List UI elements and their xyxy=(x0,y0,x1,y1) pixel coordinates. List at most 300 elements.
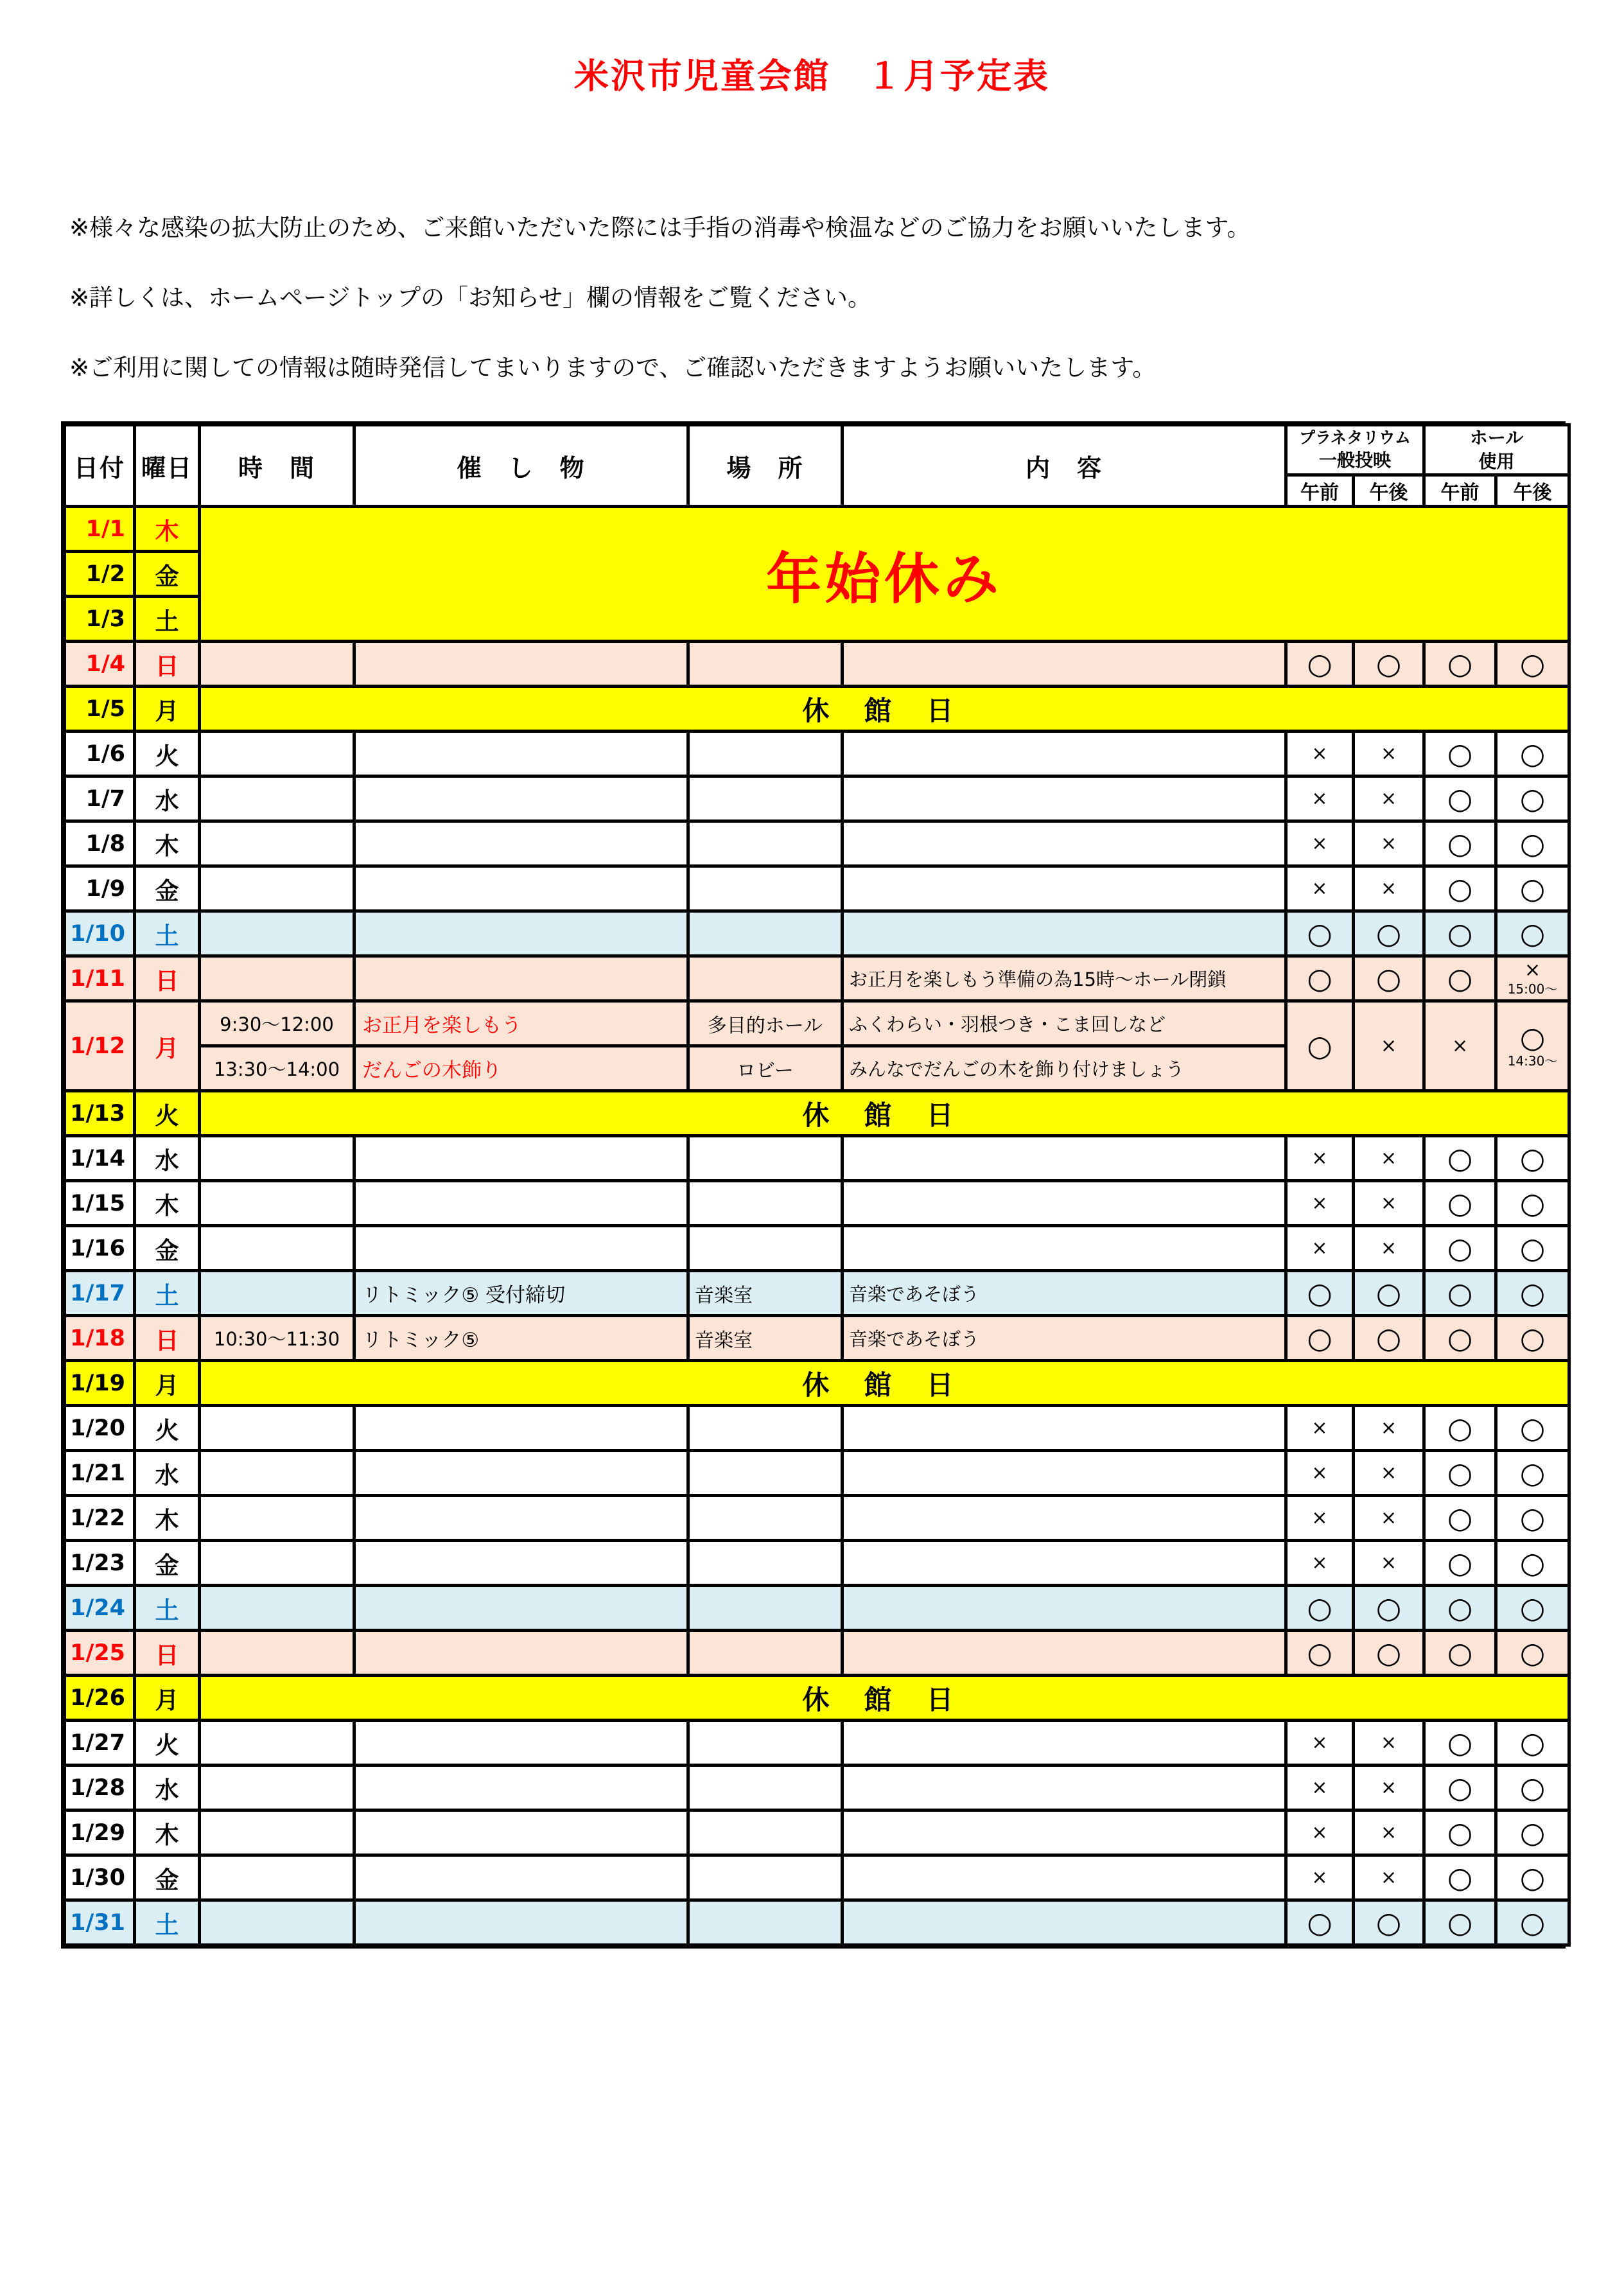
closed-mark: × xyxy=(1380,1866,1397,1889)
place-cell xyxy=(688,1631,843,1676)
event-cell xyxy=(354,1900,688,1945)
mark-cell-hall-am xyxy=(1424,1900,1496,1945)
open-mark: ○ xyxy=(1519,1231,1546,1265)
content-cell: みんなでだんごの木を飾り付けましょう xyxy=(843,1046,1286,1091)
mark-cell-hall-am xyxy=(1424,1496,1496,1541)
mark-cell-planetarium-am xyxy=(1286,1541,1354,1586)
mark-cell-planetarium-am xyxy=(1286,1855,1354,1900)
mark-cell-planetarium-am xyxy=(1286,1810,1354,1855)
closed-mark: × xyxy=(1380,1461,1397,1484)
open-mark: ○ xyxy=(1447,1861,1473,1895)
col-header-hall xyxy=(1424,425,1569,475)
content-cell xyxy=(843,1181,1286,1226)
mark-cell-hall-am xyxy=(1424,1406,1496,1451)
mark-cell-hall-am xyxy=(1424,1451,1496,1496)
event-cell xyxy=(354,956,688,1001)
event-cell xyxy=(354,1541,688,1586)
open-mark: ○ xyxy=(1519,1816,1546,1850)
open-mark: ○ xyxy=(1447,1456,1473,1490)
mark-cell-planetarium-am xyxy=(1286,911,1354,956)
table-row-1-21 xyxy=(65,1451,1569,1496)
time-cell xyxy=(200,1496,354,1541)
open-mark: ○ xyxy=(1447,961,1473,995)
place-cell xyxy=(688,1900,843,1945)
place-cell xyxy=(688,732,843,776)
open-mark: ○ xyxy=(1519,1861,1546,1895)
content-cell xyxy=(843,1541,1286,1586)
content-cell: お正月を楽しもう準備の為15時～ホール閉鎖 xyxy=(843,956,1286,1001)
date-cell: 1/28 xyxy=(65,1766,135,1810)
mark-cell-hall-pm xyxy=(1496,866,1569,911)
open-mark: ○ xyxy=(1375,1276,1402,1310)
closed-mark: × xyxy=(1311,742,1328,765)
table-row-1-1 xyxy=(65,507,1569,552)
year-start-cell: 年始休み xyxy=(200,507,1569,642)
mark-cell-hall-pm xyxy=(1496,1586,1569,1631)
open-mark: ○ xyxy=(1375,916,1402,951)
closed-mark: × xyxy=(1380,1146,1397,1170)
mark-cell-hall-am xyxy=(1424,1586,1496,1631)
open-mark: ○ xyxy=(1307,1321,1332,1355)
date-cell: 1/2 xyxy=(65,552,135,597)
place-cell xyxy=(688,911,843,956)
note-usage-info: ※ご利用に関しての情報は随時発信してまいりますので、ご確認いただきますようお願いいたします。 xyxy=(69,354,1157,381)
time-cell xyxy=(200,821,354,866)
open-mark: ○ xyxy=(1447,1906,1473,1940)
mark-cell-planetarium-am xyxy=(1286,1586,1354,1631)
closed-mark: × xyxy=(1451,1034,1469,1057)
mark-cell-planetarium-am xyxy=(1286,1766,1354,1810)
mark-cell-hall-am xyxy=(1424,1541,1496,1586)
day-cell: 月 xyxy=(135,1001,200,1091)
open-mark: ○ xyxy=(1447,782,1473,816)
mark-cell-hall-pm xyxy=(1496,1721,1569,1766)
table-row-1-18 xyxy=(65,1316,1569,1361)
closed-mark: × xyxy=(1311,1461,1328,1484)
schedule-table xyxy=(63,423,1571,1947)
place-cell xyxy=(688,1226,843,1271)
open-mark: ○ xyxy=(1519,1411,1546,1445)
place-cell: 音楽室 xyxy=(688,1316,843,1361)
mark-cell-planetarium-am xyxy=(1286,1136,1354,1181)
date-cell: 1/20 xyxy=(65,1406,135,1451)
open-mark: ○ xyxy=(1307,1276,1332,1310)
event-cell xyxy=(354,642,688,687)
open-mark: ○ xyxy=(1519,1186,1546,1220)
mark-cell-planetarium-pm xyxy=(1354,642,1424,687)
date-cell: 1/13 xyxy=(65,1091,135,1136)
date-cell: 1/5 xyxy=(65,687,135,732)
place-cell xyxy=(688,1766,843,1810)
mark-cell-hall-pm xyxy=(1496,1631,1569,1676)
event-cell xyxy=(354,1586,688,1631)
schedule-table-body xyxy=(65,507,1569,1945)
event-cell xyxy=(354,776,688,821)
mark-cell-hall-pm xyxy=(1496,1316,1569,1361)
mark-cell-planetarium-am xyxy=(1286,1496,1354,1541)
content-cell xyxy=(843,732,1286,776)
place-cell xyxy=(688,642,843,687)
closed-mark: × xyxy=(1380,1551,1397,1574)
time-cell xyxy=(200,1136,354,1181)
table-row-1-8 xyxy=(65,821,1569,866)
closed-mark: × xyxy=(1380,1416,1397,1439)
time-cell xyxy=(200,1226,354,1271)
time-cell: 13:30～14:00 xyxy=(200,1046,354,1091)
closed-mark: × xyxy=(1311,1416,1328,1439)
open-mark: ○ xyxy=(1375,961,1402,995)
place-cell xyxy=(688,1136,843,1181)
content-cell xyxy=(843,1586,1286,1631)
mark-cell-hall-am xyxy=(1424,821,1496,866)
closed-day-cell: 休 館 日 xyxy=(200,1361,1569,1406)
place-cell: 音楽室 xyxy=(688,1271,843,1316)
content-cell xyxy=(843,1631,1286,1676)
place-cell xyxy=(688,1541,843,1586)
col-header-planetarium-pm: 午後 xyxy=(1354,475,1424,507)
time-cell xyxy=(200,1451,354,1496)
mark-cell-planetarium-pm xyxy=(1354,1271,1424,1316)
day-cell: 水 xyxy=(135,1136,200,1181)
page-title: 米沢市児童会館 １月予定表 xyxy=(574,56,1050,96)
event-cell xyxy=(354,1226,688,1271)
mark-cell-planetarium-pm xyxy=(1354,1451,1424,1496)
place-cell xyxy=(688,776,843,821)
mark-time-note: 15:00～ xyxy=(1507,981,1558,997)
date-cell: 1/10 xyxy=(65,911,135,956)
closed-mark: × xyxy=(1380,1034,1397,1057)
open-mark: ○ xyxy=(1447,1816,1473,1850)
content-cell xyxy=(843,1136,1286,1181)
mark-cell-planetarium-am xyxy=(1286,1406,1354,1451)
date-cell: 1/4 xyxy=(65,642,135,687)
mark-cell-hall-am xyxy=(1424,911,1496,956)
table-row-1-20 xyxy=(65,1406,1569,1451)
date-cell: 1/8 xyxy=(65,821,135,866)
mark-cell-hall-pm xyxy=(1496,1900,1569,1945)
day-cell: 金 xyxy=(135,1226,200,1271)
date-cell: 1/27 xyxy=(65,1721,135,1766)
open-mark: ○ xyxy=(1447,1591,1473,1625)
closed-mark: × xyxy=(1380,1821,1397,1844)
open-mark: ○ xyxy=(1519,872,1546,906)
date-cell: 1/17 xyxy=(65,1271,135,1316)
open-mark: ○ xyxy=(1447,827,1473,861)
day-cell: 土 xyxy=(135,1586,200,1631)
event-cell xyxy=(354,732,688,776)
mark-cell-hall-am xyxy=(1424,1855,1496,1900)
open-mark: ○ xyxy=(1519,827,1546,861)
table-row-1-4 xyxy=(65,642,1569,687)
date-cell: 1/3 xyxy=(65,597,135,642)
open-mark: ○ xyxy=(1447,1501,1473,1535)
place-cell xyxy=(688,821,843,866)
date-cell: 1/1 xyxy=(65,507,135,552)
mark-cell-hall-pm xyxy=(1496,1855,1569,1900)
col-header-day: 曜日 xyxy=(135,425,200,507)
mark-cell-hall-pm xyxy=(1496,1810,1569,1855)
mark-cell-planetarium-am xyxy=(1286,1900,1354,1945)
open-mark: ○ xyxy=(1307,1591,1332,1625)
planetarium-label-line1: プラネタリウム xyxy=(1299,428,1411,448)
day-cell: 金 xyxy=(135,866,200,911)
content-cell xyxy=(843,642,1286,687)
time-cell xyxy=(200,866,354,911)
open-mark: ○ xyxy=(1519,737,1546,771)
table-row-1-6 xyxy=(65,732,1569,776)
col-header-content: 内 容 xyxy=(843,425,1286,507)
event-cell xyxy=(354,1721,688,1766)
day-cell: 水 xyxy=(135,1451,200,1496)
day-cell: 月 xyxy=(135,1361,200,1406)
event-cell xyxy=(354,911,688,956)
content-cell xyxy=(843,776,1286,821)
place-cell xyxy=(688,1855,843,1900)
open-mark: ○ xyxy=(1375,1591,1402,1625)
mark-cell-planetarium-pm xyxy=(1354,821,1424,866)
day-cell: 金 xyxy=(135,552,200,597)
date-cell: 1/30 xyxy=(65,1855,135,1900)
event-cell xyxy=(354,866,688,911)
closed-mark: × xyxy=(1311,1866,1328,1889)
day-cell: 水 xyxy=(135,1766,200,1810)
mark-cell-hall-am xyxy=(1424,1766,1496,1810)
content-cell xyxy=(843,1900,1286,1945)
open-mark: ○ xyxy=(1519,1276,1546,1310)
date-cell: 1/11 xyxy=(65,956,135,1001)
mark-cell-hall-am xyxy=(1424,1631,1496,1676)
mark-cell-hall-pm xyxy=(1496,776,1569,821)
time-cell xyxy=(200,1900,354,1945)
table-row-1-30 xyxy=(65,1855,1569,1900)
table-row-1-28 xyxy=(65,1766,1569,1810)
closed-mark: × xyxy=(1380,1731,1397,1754)
closed-mark: × xyxy=(1311,1731,1328,1754)
mark-cell-planetarium-pm xyxy=(1354,1406,1424,1451)
open-mark: ○ xyxy=(1519,1726,1546,1760)
open-mark: ○ xyxy=(1447,1321,1473,1355)
date-cell: 1/16 xyxy=(65,1226,135,1271)
closed-mark: × xyxy=(1380,1191,1397,1214)
event-cell xyxy=(354,1406,688,1451)
time-cell xyxy=(200,911,354,956)
date-cell: 1/22 xyxy=(65,1496,135,1541)
col-header-planetarium-am: 午前 xyxy=(1286,475,1354,507)
table-row-1-14 xyxy=(65,1136,1569,1181)
event-cell xyxy=(354,1631,688,1676)
mark-cell-planetarium-pm xyxy=(1354,1810,1424,1855)
open-mark: ○ xyxy=(1447,737,1473,771)
content-cell xyxy=(843,1810,1286,1855)
content-cell xyxy=(843,1496,1286,1541)
day-cell: 木 xyxy=(135,821,200,866)
mark-cell-hall-am xyxy=(1424,776,1496,821)
table-row-1-5 xyxy=(65,687,1569,732)
day-cell: 火 xyxy=(135,1721,200,1766)
planetarium-label-line2: 一般投映 xyxy=(1319,449,1392,471)
closed-day-cell: 休 館 日 xyxy=(200,687,1569,732)
date-cell: 1/29 xyxy=(65,1810,135,1855)
open-mark: ○ xyxy=(1447,872,1473,906)
day-cell: 日 xyxy=(135,642,200,687)
open-mark: ○ xyxy=(1519,1636,1546,1670)
mark-cell-planetarium-am xyxy=(1286,866,1354,911)
col-header-hall-pm: 午後 xyxy=(1496,475,1569,507)
time-cell: 9:30～12:00 xyxy=(200,1001,354,1046)
place-cell xyxy=(688,956,843,1001)
time-cell xyxy=(200,1766,354,1810)
mark-cell-hall-am xyxy=(1424,1181,1496,1226)
day-cell: 月 xyxy=(135,1676,200,1721)
event-cell xyxy=(354,1855,688,1900)
open-mark: ○ xyxy=(1447,1276,1473,1310)
content-cell xyxy=(843,866,1286,911)
table-row-1-10 xyxy=(65,911,1569,956)
open-mark: ○ xyxy=(1307,1906,1332,1940)
mark-cell-planetarium-pm xyxy=(1354,1136,1424,1181)
hall-label-line1: ホール xyxy=(1469,427,1524,449)
time-cell xyxy=(200,642,354,687)
table-row-1-15 xyxy=(65,1181,1569,1226)
place-cell xyxy=(688,1181,843,1226)
mark-cell-planetarium-am xyxy=(1286,1271,1354,1316)
place-cell xyxy=(688,1451,843,1496)
open-mark: ○ xyxy=(1375,1321,1402,1355)
mark-cell-hall-am xyxy=(1424,1001,1496,1091)
date-cell: 1/9 xyxy=(65,866,135,911)
content-cell xyxy=(843,1721,1286,1766)
time-cell xyxy=(200,1181,354,1226)
col-header-place: 場 所 xyxy=(688,425,843,507)
date-cell: 1/15 xyxy=(65,1181,135,1226)
place-cell xyxy=(688,866,843,911)
closed-mark: × xyxy=(1380,832,1397,855)
day-cell: 木 xyxy=(135,1181,200,1226)
open-mark: ○ xyxy=(1375,1906,1402,1940)
date-cell: 1/25 xyxy=(65,1631,135,1676)
closed-mark: × xyxy=(1311,1146,1328,1170)
schedule-table-wrap xyxy=(61,421,1566,1949)
closed-mark: × xyxy=(1380,742,1397,765)
day-cell: 土 xyxy=(135,911,200,956)
mark-cell-planetarium-pm xyxy=(1354,866,1424,911)
date-cell: 1/24 xyxy=(65,1586,135,1631)
mark-cell-planetarium-pm xyxy=(1354,1226,1424,1271)
content-cell: ふくわらい・羽根つき・こま回しなど xyxy=(843,1001,1286,1046)
event-cell xyxy=(354,1766,688,1810)
open-mark: ○ xyxy=(1447,1186,1473,1220)
event-cell xyxy=(354,1136,688,1181)
content-cell: 音楽であそぼう xyxy=(843,1271,1286,1316)
mark-cell-hall-am xyxy=(1424,1810,1496,1855)
mark-cell-hall-pm xyxy=(1496,956,1569,1001)
mark-cell-planetarium-pm xyxy=(1354,911,1424,956)
open-mark: ○ xyxy=(1519,916,1546,951)
col-header-planetarium xyxy=(1286,425,1424,475)
event-cell: お正月を楽しもう xyxy=(354,1001,688,1046)
closed-mark: × xyxy=(1311,1821,1328,1844)
time-cell xyxy=(200,732,354,776)
content-cell xyxy=(843,1451,1286,1496)
mark-cell-planetarium-am xyxy=(1286,1226,1354,1271)
mark-cell-planetarium-pm xyxy=(1354,1721,1424,1766)
mark-cell-planetarium-am xyxy=(1286,1631,1354,1676)
closed-mark: × xyxy=(1311,1776,1328,1799)
col-header-event: 催 し 物 xyxy=(354,425,688,507)
content-cell xyxy=(843,1226,1286,1271)
table-row-1-22 xyxy=(65,1496,1569,1541)
time-cell xyxy=(200,1271,354,1316)
table-row-1-31 xyxy=(65,1900,1569,1945)
mark-cell-planetarium-pm xyxy=(1354,1631,1424,1676)
closed-mark: × xyxy=(1380,787,1397,810)
open-mark: ○ xyxy=(1447,916,1473,951)
time-cell xyxy=(200,1855,354,1900)
open-mark: ○ xyxy=(1307,1029,1332,1063)
mark-cell-planetarium-am xyxy=(1286,642,1354,687)
mark-cell-planetarium-am xyxy=(1286,956,1354,1001)
mark-cell-planetarium-pm xyxy=(1354,1766,1424,1810)
mark-cell-planetarium-pm xyxy=(1354,1001,1424,1091)
mark-cell-planetarium-am xyxy=(1286,1451,1354,1496)
content-cell xyxy=(843,821,1286,866)
open-mark: ○ xyxy=(1519,1546,1546,1580)
event-cell xyxy=(354,1496,688,1541)
closed-mark: × xyxy=(1380,1506,1397,1529)
closed-day-cell: 休 館 日 xyxy=(200,1676,1569,1721)
closed-mark: × xyxy=(1311,787,1328,810)
note-homepage: ※詳しくは、ホームページトップの「お知らせ」欄の情報をご覧ください。 xyxy=(69,284,872,311)
mark-cell-hall-am xyxy=(1424,1721,1496,1766)
table-row-1-7 xyxy=(65,776,1569,821)
date-cell: 1/12 xyxy=(65,1001,135,1091)
open-mark: ○ xyxy=(1307,961,1332,995)
time-cell xyxy=(200,1586,354,1631)
mark-cell-hall-pm xyxy=(1496,1226,1569,1271)
open-mark: ○ xyxy=(1447,1231,1473,1265)
open-mark: ○ xyxy=(1375,1636,1402,1670)
mark-cell-hall-pm xyxy=(1496,1136,1569,1181)
closed-mark: × xyxy=(1311,1191,1328,1214)
day-cell: 土 xyxy=(135,1271,200,1316)
date-cell: 1/18 xyxy=(65,1316,135,1361)
day-cell: 金 xyxy=(135,1855,200,1900)
mark-cell-hall-am xyxy=(1424,642,1496,687)
hall-label-line2: 使用 xyxy=(1478,450,1515,472)
mark-cell-planetarium-am xyxy=(1286,776,1354,821)
table-row-1-17 xyxy=(65,1271,1569,1316)
day-cell: 木 xyxy=(135,1810,200,1855)
closed-mark: × xyxy=(1380,1236,1397,1259)
mark-cell-hall-am xyxy=(1424,1316,1496,1361)
event-cell: だんごの木飾り xyxy=(354,1046,688,1091)
mark-cell-planetarium-am xyxy=(1286,1721,1354,1766)
time-cell xyxy=(200,776,354,821)
table-row-1-13 xyxy=(65,1091,1569,1136)
mark-cell-hall-am xyxy=(1424,1271,1496,1316)
place-cell xyxy=(688,1586,843,1631)
content-cell xyxy=(843,1406,1286,1451)
closed-mark: × xyxy=(1380,877,1397,900)
header-row-main xyxy=(65,425,1569,475)
day-cell: 日 xyxy=(135,1316,200,1361)
date-cell: 1/21 xyxy=(65,1451,135,1496)
open-mark: ○ xyxy=(1447,1546,1473,1580)
content-cell xyxy=(843,1855,1286,1900)
closed-day-cell: 休 館 日 xyxy=(200,1091,1569,1136)
open-mark: ○ xyxy=(1519,1321,1546,1355)
mark-cell-planetarium-am xyxy=(1286,821,1354,866)
